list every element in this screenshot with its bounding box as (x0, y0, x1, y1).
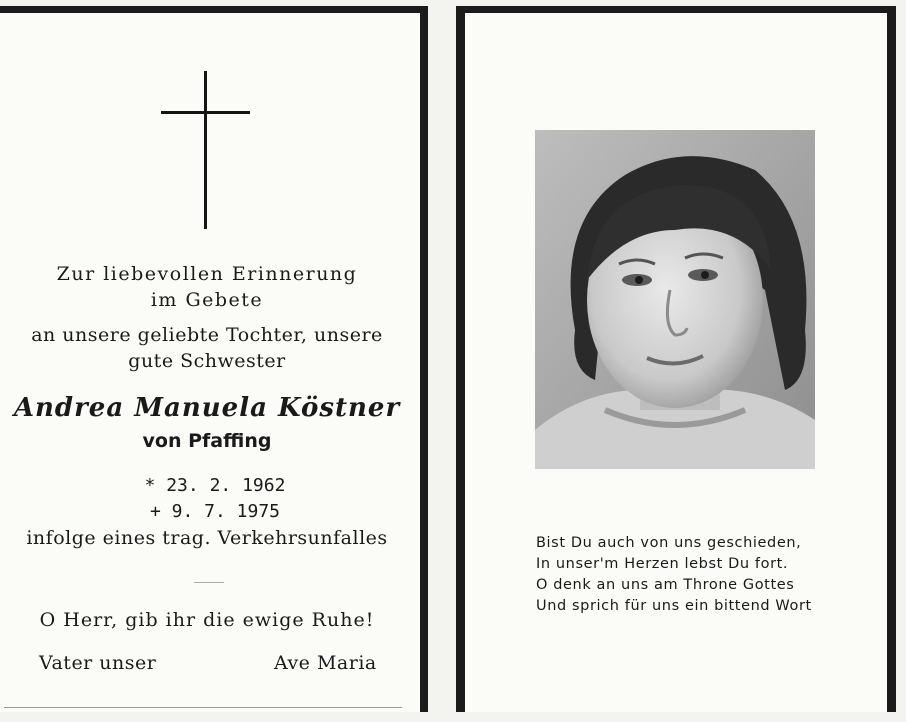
memorial-card-left (0, 6, 428, 712)
deceased-name: Andrea Manuela Köstner (13, 393, 401, 423)
portrait-photo (535, 130, 815, 469)
cross-icon (204, 71, 207, 229)
verse-line-2: In unser'm Herzen lebst Du fort. (536, 556, 789, 572)
death-date: + 9. 7. 1975 (149, 501, 281, 522)
birth-date: * 23. 2. 1962 (144, 475, 286, 496)
verse-line-3: O denk an uns am Throne Gottes (536, 577, 795, 593)
dedication-line-2: gute Schwester (128, 350, 286, 372)
memorial-line-1: Zur liebevollen Erinnerung (56, 263, 358, 285)
cross-icon-bar (161, 111, 250, 114)
prayer-text: O Herr, gib ihr die ewige Ruhe! (39, 609, 375, 631)
dedication-line-1: an unsere geliebte Tochter, unsere (31, 324, 383, 346)
bottom-rule (4, 707, 402, 708)
prayer-vater-unser: Vater unser (39, 652, 157, 674)
verse-line-4: Und sprich für uns ein bittend Wort (536, 598, 812, 614)
memorial-card-right (456, 6, 896, 712)
portrait-image (535, 130, 815, 469)
place-of-origin: von Pfaffing (142, 430, 272, 452)
verse-line-1: Bist Du auch von uns geschieden, (536, 535, 802, 551)
divider (194, 582, 224, 583)
prayer-ave-maria: Ave Maria (274, 652, 377, 674)
memorial-line-2: im Gebete (150, 289, 264, 311)
cause-of-death: infolge eines trag. Verkehrsunfalles (26, 527, 388, 549)
